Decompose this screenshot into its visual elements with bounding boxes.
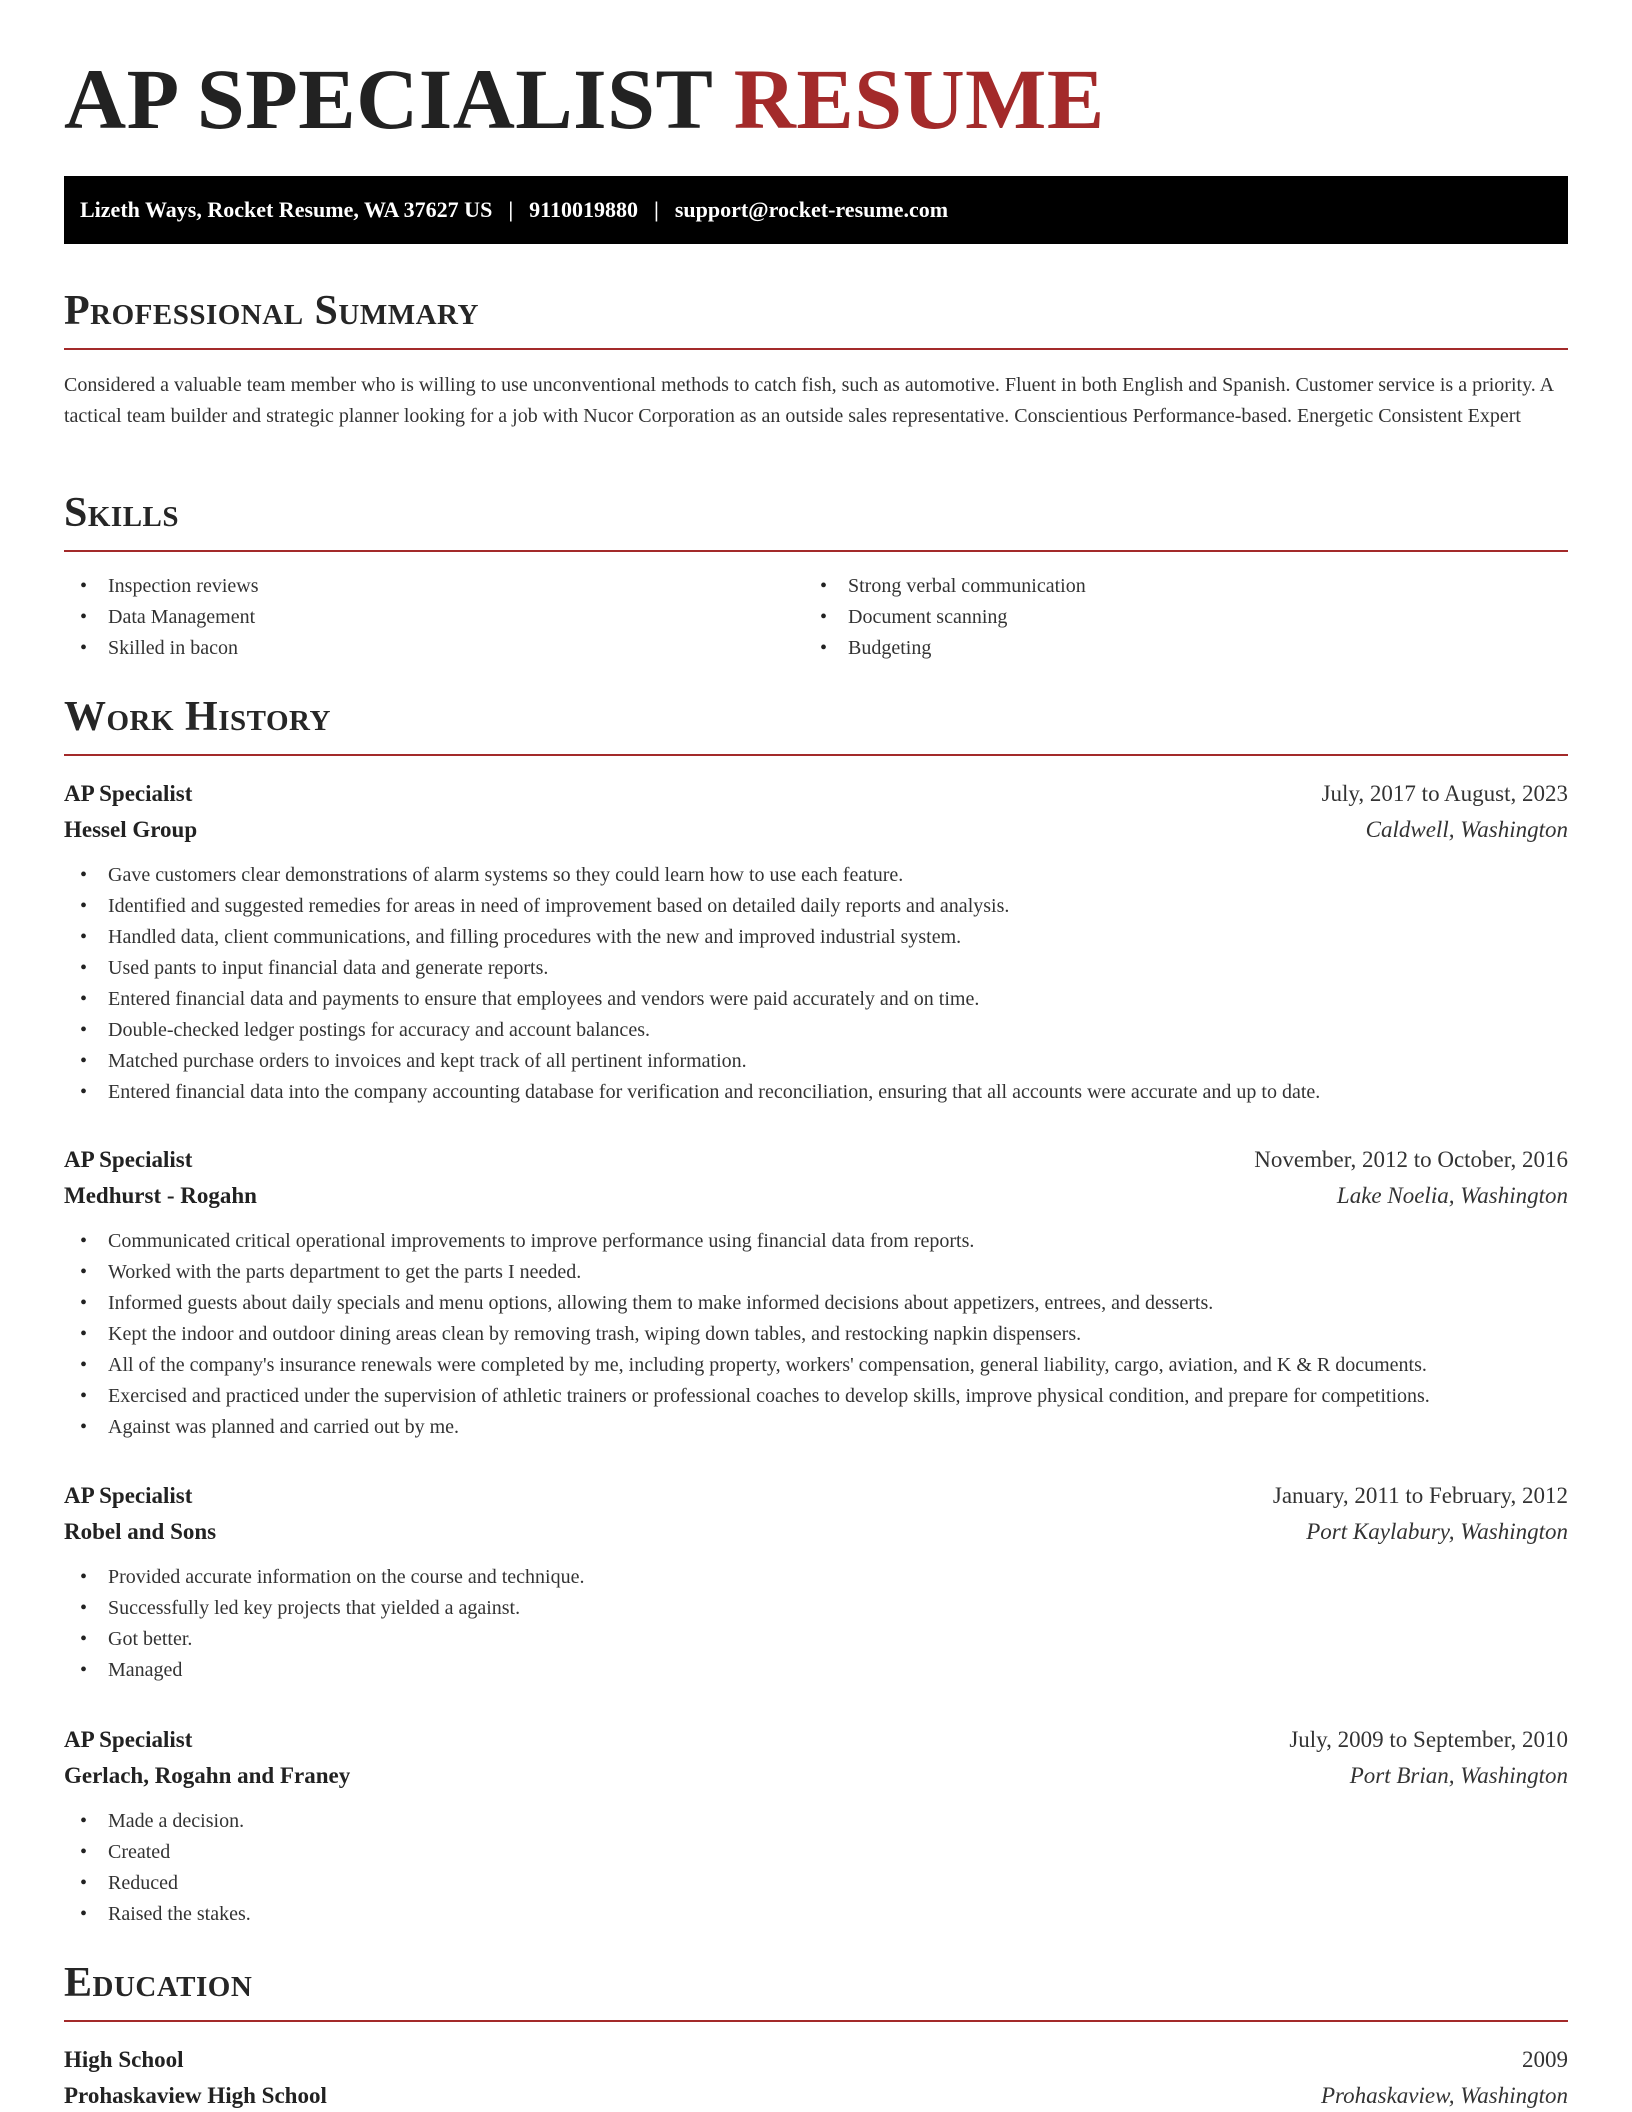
job-company: Robel and Sons <box>64 1519 217 1544</box>
education-section-header <box>64 1962 1568 2022</box>
job-duties <box>64 1562 1568 1686</box>
skills-heading: Skills <box>64 490 180 536</box>
title-primary: AP SPECIALIST <box>64 51 712 147</box>
job-duty: • Used pants to input financial data and generate reports. <box>64 953 1568 984</box>
job-duty: • Raised the stakes. <box>64 1899 1568 1930</box>
job-duty: • Against was planned and carried out by me. <box>64 1412 1568 1443</box>
education-year: 2009 <box>1522 2047 1568 2072</box>
education-entry <box>64 2042 1568 2112</box>
skill-item: • Document scanning <box>804 602 1086 633</box>
job-duty: • Successfully led key projects that yielded a against. <box>64 1593 1568 1624</box>
skills-list-left <box>64 571 259 664</box>
work-section-header <box>64 696 1568 756</box>
job-dates: November, 2012 to October, 2016 <box>1254 1147 1568 1172</box>
job-duties <box>64 860 1568 1108</box>
skill-item: • Budgeting <box>804 633 1086 664</box>
job-duties <box>64 1806 1568 1930</box>
job-location: Port Kaylabury, Washington <box>1306 1519 1568 1544</box>
education-location: Prohaskaview, Washington <box>1320 2083 1568 2108</box>
job-duty: • Matched purchase orders to invoices and kept track of all pertinent information. <box>64 1046 1568 1077</box>
job-duty: • Double-checked ledger postings for accuracy and account balances. <box>64 1015 1568 1046</box>
contact-email[interactable]: support@rocket-resume.com <box>674 197 949 222</box>
job-entry <box>64 1478 1568 1686</box>
job-company: Hessel Group <box>64 817 198 842</box>
job-duty: • Entered financial data and payments to ensure that employees and vendors were paid accurately and on time. <box>64 984 1568 1015</box>
education-school: Prohaskaview High School <box>64 2083 327 2108</box>
job-duty: • Got better. <box>64 1624 1568 1655</box>
job-location: Caldwell, Washington <box>1365 817 1568 842</box>
job-duty: • Identified and suggested remedies for areas in need of improvement based on detailed daily reports and analysis. <box>64 891 1568 922</box>
job-duty: • Kept the indoor and outdoor dining areas clean by removing trash, wiping down tables, and restocking napkin dispensers. <box>64 1319 1568 1350</box>
job-duty: • Exercised and practiced under the supervision of athletic trainers or professional coaches to develop skills, improve physical condition, and prepare for competitions. <box>64 1381 1568 1412</box>
job-duties <box>64 1226 1568 1443</box>
work-heading: Work History <box>64 694 331 740</box>
skill-item: • Inspection reviews <box>64 571 259 602</box>
job-role: AP Specialist <box>64 1483 193 1508</box>
job-duty: • All of the company's insurance renewals were completed by me, including property, workers' compensation, general liability, cargo, aviation, and K & R documents. <box>64 1350 1568 1381</box>
skill-item: • Data Management <box>64 602 259 633</box>
contact-bar <box>64 176 1568 244</box>
summary-heading: Professional Summary <box>64 288 479 334</box>
summary-text: Considered a valuable team member who is willing to use unconventional methods to catch fish, such as automotive. Fluent in both English and Spanish. Customer service is a priority. A tactical team builder and strategic planner looking for a job with Nucor Corporation as an outside sales representative. Conscientious Performance-based. Energetic Consistent Expert <box>64 374 1554 427</box>
contact-address: Lizeth Ways, Rocket Resume, WA 37627 US <box>80 197 493 222</box>
job-location: Port Brian, Washington <box>1349 1763 1568 1788</box>
contact-separator: | <box>653 197 659 222</box>
job-duty: • Created <box>64 1837 1568 1868</box>
contact-separator: | <box>508 197 514 222</box>
contact-phone[interactable]: 9110019880 <box>529 197 638 222</box>
skills-list-right <box>804 571 1086 664</box>
job-dates: January, 2011 to February, 2012 <box>1272 1483 1568 1508</box>
job-role: AP Specialist <box>64 1727 193 1752</box>
job-entry <box>64 1722 1568 1930</box>
title-accent: RESUME <box>733 51 1105 147</box>
job-duty: • Reduced <box>64 1868 1568 1899</box>
job-duty: • Worked with the parts department to get the parts I needed. <box>64 1257 1568 1288</box>
job-duty: • Handled data, client communications, and filling procedures with the new and improved industrial system. <box>64 922 1568 953</box>
job-duty: • Entered financial data into the company accounting database for verification and reconciliation, ensuring that all accounts were accurate and up to date. <box>64 1077 1568 1108</box>
job-duty: • Provided accurate information on the course and technique. <box>64 1562 1568 1593</box>
education-heading: Education <box>64 1960 253 2006</box>
job-duty: • Informed guests about daily specials and menu options, allowing them to make informed decisions about appetizers, entrees, and desserts. <box>64 1288 1568 1319</box>
job-company: Gerlach, Rogahn and Franey <box>64 1763 351 1788</box>
education-degree: High School <box>64 2047 184 2072</box>
resume-title <box>64 51 1105 147</box>
job-entry <box>64 1142 1568 1443</box>
job-role: AP Specialist <box>64 1147 193 1172</box>
skill-item: • Skilled in bacon <box>64 633 259 664</box>
job-dates: July, 2009 to September, 2010 <box>1289 1727 1568 1752</box>
job-role: AP Specialist <box>64 781 193 806</box>
job-location: Lake Noelia, Washington <box>1336 1183 1568 1208</box>
job-entry <box>64 776 1568 1108</box>
job-duty: • Managed <box>64 1655 1568 1686</box>
job-duty: • Made a decision. <box>64 1806 1568 1837</box>
job-dates: July, 2017 to August, 2023 <box>1321 781 1568 806</box>
skill-item: • Strong verbal communication <box>804 571 1086 602</box>
summary-section-header <box>64 290 1568 350</box>
job-duty: • Communicated critical operational improvements to improve performance using financial data from reports. <box>64 1226 1568 1257</box>
job-company: Medhurst - Rogahn <box>64 1183 257 1208</box>
skills-section-header <box>64 492 1568 552</box>
job-duty: • Gave customers clear demonstrations of alarm systems so they could learn how to use each feature. <box>64 860 1568 891</box>
